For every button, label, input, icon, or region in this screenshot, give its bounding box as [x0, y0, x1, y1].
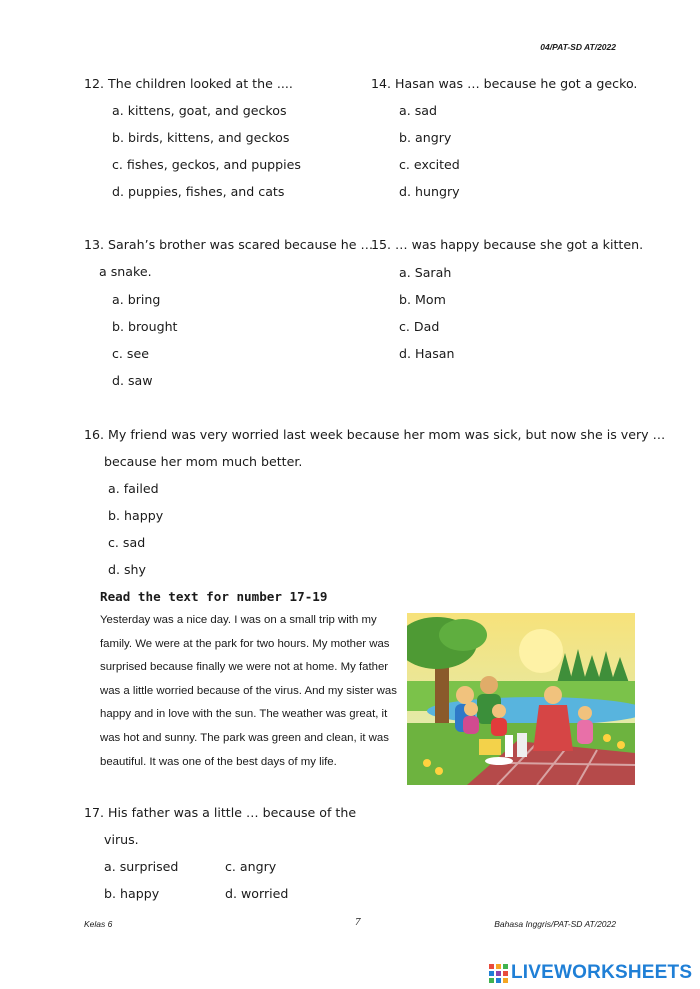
question-16-option-d: d. shy: [108, 562, 146, 577]
footer-class: Kelas 6: [84, 919, 113, 929]
page-number: 7: [355, 916, 361, 928]
picnic-scene-drawing: [407, 613, 635, 785]
reading-passage: Yesterday was a nice day. I was on a small trip with my family. We were at the park for two hours. My mother was surprised because finally we were not at home. My father was a little worried because of the virus. And my sister was happy and in love with the sun. The weather was great, it was hot and sunny. The park was green and clean, it was beautiful. It was one of the best days of my life.: [100, 614, 397, 768]
question-13-option-c: c. see: [112, 346, 149, 361]
question-17-stem: 17. His father was a little … because of the: [84, 805, 357, 820]
question-14-stem: 14. Hasan was … because he got a gecko.: [371, 76, 638, 91]
question-17-stem-continued: virus.: [104, 832, 139, 847]
family-picnic-illustration: [407, 613, 635, 785]
question-16-stem-continued: because her mom much better.: [104, 454, 303, 469]
question-13-option-d: d. saw: [112, 373, 153, 388]
question-13-stem-continued: a snake.: [99, 264, 152, 279]
question-13-option-b: b. brought: [112, 319, 178, 334]
question-12-option-a: a. kittens, goat, and geckos: [112, 103, 287, 118]
liveworksheets-logo: [489, 962, 692, 984]
question-12-option-b: b. birds, kittens, and geckos: [112, 130, 290, 145]
question-12-option-d: d. puppies, fishes, and cats: [112, 184, 285, 199]
question-14-option-d: d. hungry: [399, 184, 460, 199]
question-13-stem: 13. Sarah’s brother was scared because he …: [84, 237, 374, 252]
question-16-option-b: b. happy: [108, 508, 164, 523]
question-16-option-a: a. failed: [108, 481, 159, 496]
question-16-option-c: c. sad: [108, 535, 146, 550]
question-15-option-a: a. Sarah: [399, 265, 452, 280]
reading-title: Read the text for number 17-19: [100, 589, 328, 604]
question-15-option-c: c. Dad: [399, 319, 440, 334]
footer-subject: Bahasa Inggris/PAT-SD AT/2022: [494, 919, 616, 929]
question-15-option-b: b. Mom: [399, 292, 446, 307]
liveworksheets-grid-icon: [489, 964, 508, 983]
question-14-option-b: b. angry: [399, 130, 452, 145]
document-code: 04/PAT-SD AT/2022: [540, 42, 616, 52]
question-17-option-d: d. worried: [225, 886, 289, 901]
question-12-stem: 12. The children looked at the ....: [84, 76, 293, 91]
question-17-option-b: b. happy: [104, 886, 160, 901]
question-15-option-d: d. Hasan: [399, 346, 455, 361]
question-17-option-c: c. angry: [225, 859, 277, 874]
question-17-option-a: a. surprised: [104, 859, 179, 874]
question-15-stem: 15. … was happy because she got a kitten.: [371, 237, 644, 252]
question-14-option-a: a. sad: [399, 103, 437, 118]
liveworksheets-wordmark: LIVEWORKSHEETS: [511, 962, 693, 983]
question-13-option-a: a. bring: [112, 292, 161, 307]
question-14-option-c: c. excited: [399, 157, 460, 172]
question-16-stem: 16. My friend was very worried last week because her mom was sick, but now she is very …: [84, 427, 666, 442]
question-12-option-c: c. fishes, geckos, and puppies: [112, 157, 301, 172]
